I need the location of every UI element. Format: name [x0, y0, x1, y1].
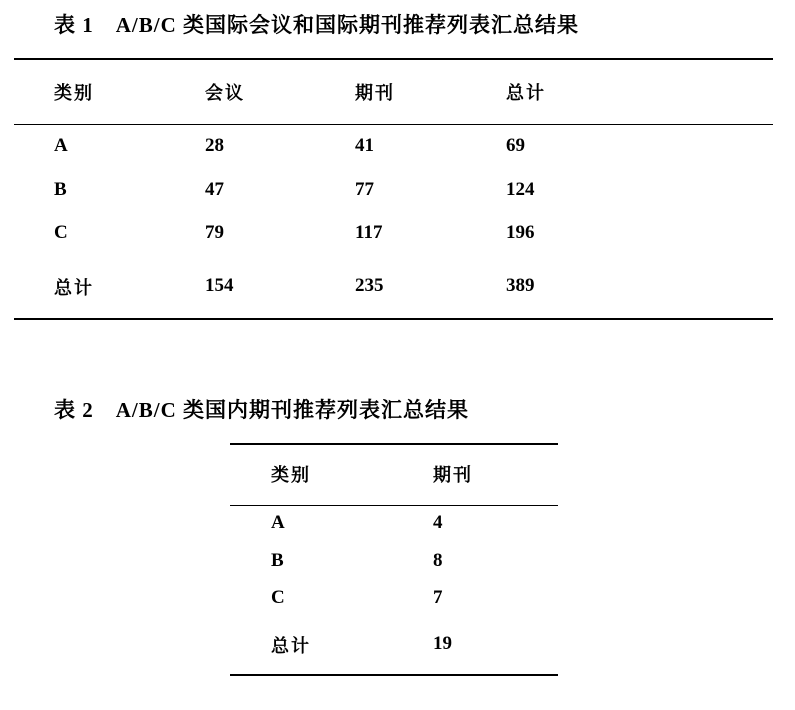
- table2-cell-category: 总计: [271, 636, 311, 656]
- table1-cell-total: 389: [506, 275, 535, 296]
- table2-caption-text: A/B/C 类国内期刊推荐列表汇总结果: [115, 398, 470, 422]
- table2-cell-journal: 4: [433, 512, 443, 533]
- table1-caption-number: 表 1: [54, 13, 94, 37]
- table1-top-rule: [14, 58, 773, 60]
- table1-cell-category: B: [54, 179, 67, 200]
- table2-cell-category: B: [271, 550, 284, 571]
- table1-header-total: 总计: [506, 83, 546, 103]
- table1-header-conference: 会议: [205, 83, 245, 103]
- table2-cell-journal: 19: [433, 633, 452, 654]
- table1-cell-conference: 28: [205, 135, 224, 156]
- table2-header-journal: 期刊: [433, 465, 473, 485]
- table2-top-rule: [230, 443, 558, 445]
- table1-cell-conference: 154: [205, 275, 234, 296]
- table1-bottom-rule: [14, 318, 773, 320]
- table1-caption: [54, 9, 579, 39]
- table1-cell-conference: 47: [205, 179, 224, 200]
- table1-cell-total: 124: [506, 179, 535, 200]
- table1-header-category: 类别: [54, 83, 94, 103]
- table2-cell-journal: 8: [433, 550, 443, 571]
- table2-cell-category: C: [271, 587, 285, 608]
- table1-cell-category: 总计: [54, 278, 94, 298]
- table2-header-rule: [230, 505, 558, 506]
- table1-cell-journal: 41: [355, 135, 374, 156]
- table1-cell-journal: 117: [355, 222, 383, 243]
- table2-header-category: 类别: [271, 465, 311, 485]
- table2-cell-journal: 7: [433, 587, 443, 608]
- table1-header-journal: 期刊: [355, 83, 395, 103]
- table1-cell-total: 69: [506, 135, 525, 156]
- table1-cell-conference: 79: [205, 222, 224, 243]
- table1-cell-total: 196: [506, 222, 535, 243]
- table2-caption: [54, 394, 469, 424]
- table2-caption-number: 表 2: [54, 398, 94, 422]
- table1-header-rule: [14, 124, 773, 125]
- table2-bottom-rule: [230, 674, 558, 676]
- table1-cell-journal: 235: [355, 275, 384, 296]
- table1-caption-text: A/B/C 类国际会议和国际期刊推荐列表汇总结果: [115, 13, 580, 37]
- table1-cell-journal: 77: [355, 179, 374, 200]
- table1-cell-category: C: [54, 222, 68, 243]
- table2-cell-category: A: [271, 512, 285, 533]
- table1-cell-category: A: [54, 135, 68, 156]
